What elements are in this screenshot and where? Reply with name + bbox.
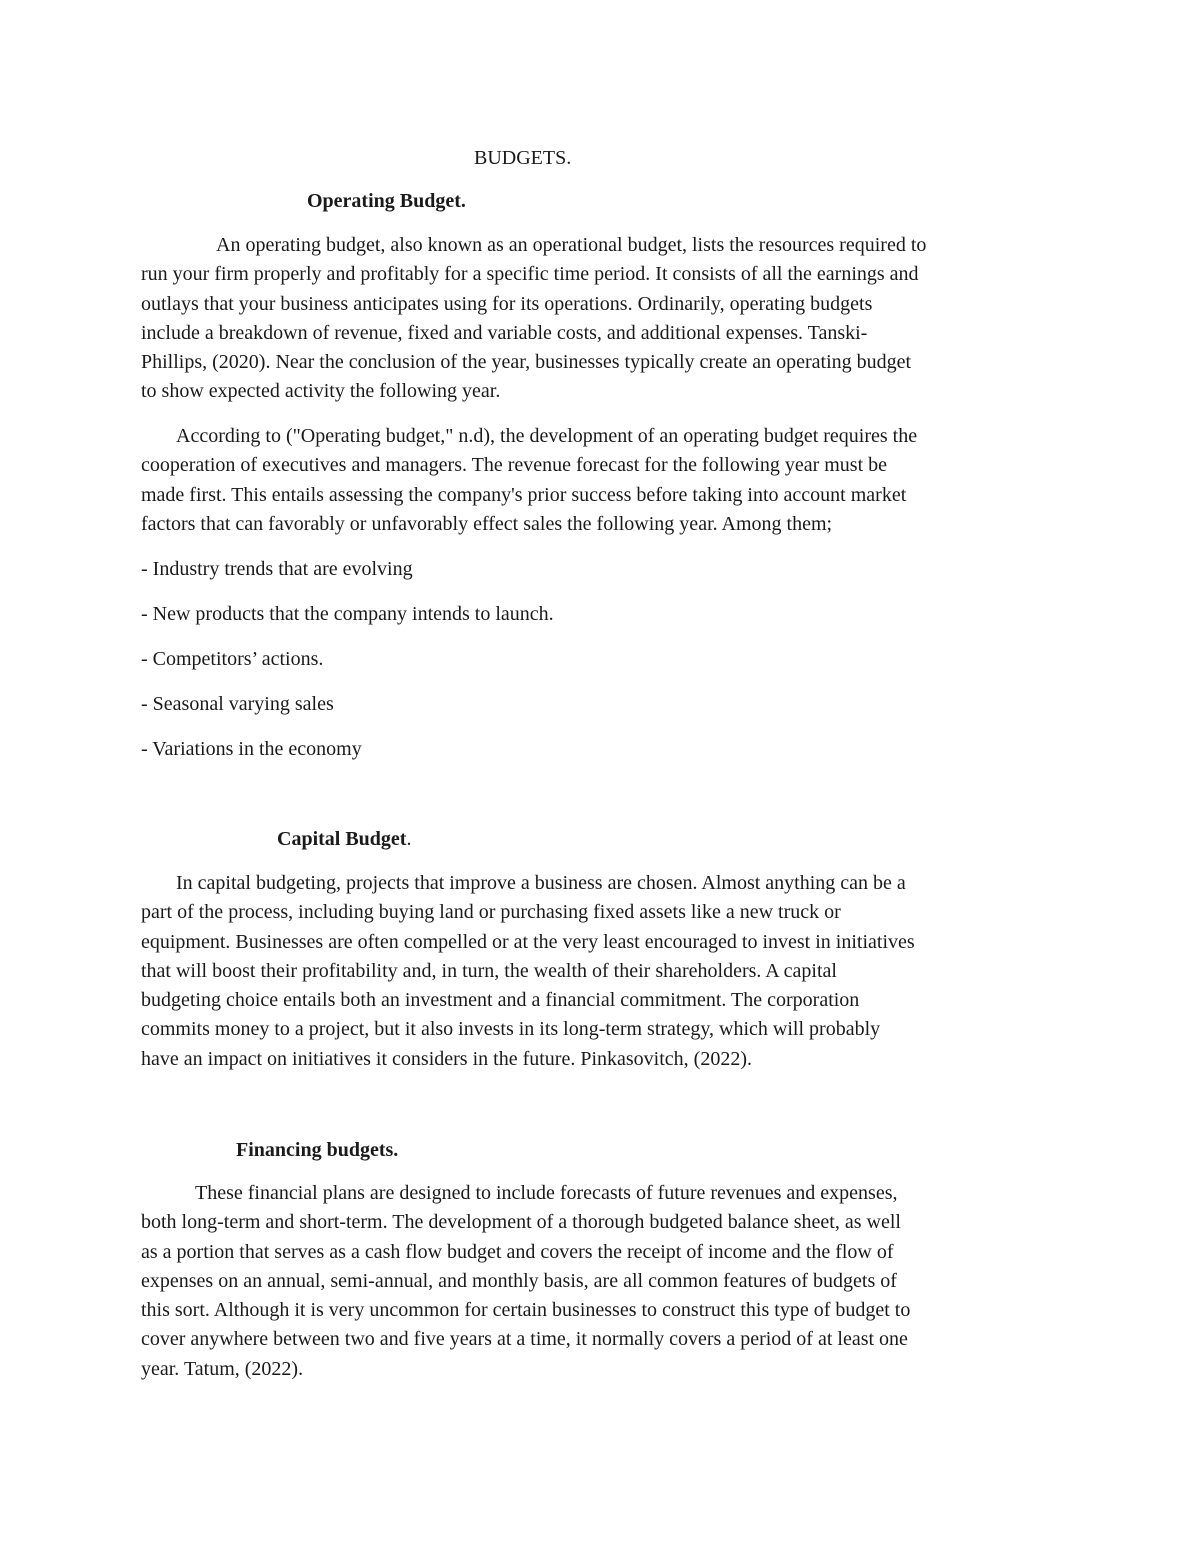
list-item: - Industry trends that are evolving <box>141 558 413 580</box>
paragraph-line: have an impact on initiatives it considers in the future. Pinkasovitch, (2022). <box>141 1047 752 1070</box>
paragraph-line: In capital budgeting, projects that improve a business are chosen. Almost anything can be a <box>176 872 906 894</box>
document-title: BUDGETS. <box>474 147 572 169</box>
paragraph-line: year. Tatum, (2022). <box>141 1357 304 1380</box>
paragraph-line: that will boost their profitability and, in turn, the wealth of their shareholders. A capital <box>141 959 837 982</box>
paragraph-line: both long-term and short-term. The development of a thorough budgeted balance sheet, as well <box>141 1211 901 1234</box>
list-item: - Variations in the economy <box>141 738 362 760</box>
paragraph-line: to show expected activity the following year. <box>141 380 501 403</box>
paragraph-line: as a portion that serves as a cash flow budget and covers the receipt of income and the flow of <box>141 1240 894 1263</box>
list-item: - Seasonal varying sales <box>141 693 334 715</box>
paragraph-line: equipment. Businesses are often compelled or at the very least encouraged to invest in initiatives <box>141 930 915 953</box>
paragraph-line: Phillips, (2020). Near the conclusion of the year, businesses typically create an operating budget <box>141 351 912 374</box>
paragraph-line: An operating budget, also known as an operational budget, lists the resources required to <box>216 234 927 256</box>
paragraph-line: commits money to a project, but it also invests in its long-term strategy, which will probably <box>141 1018 881 1041</box>
paragraph-line: According to ("Operating budget," n.d), the development of an operating budget requires the <box>176 425 918 447</box>
paragraph-line: budgeting choice entails both an investment and a financial commitment. The corporation <box>141 989 860 1012</box>
paragraph-line: include a breakdown of revenue, fixed and variable costs, and additional expenses. Tanski- <box>141 321 868 344</box>
paragraph-line: part of the process, including buying land or purchasing fixed assets like a new truck or <box>141 901 841 924</box>
paragraph-line: factors that can favorably or unfavorably effect sales the following year. Among them; <box>141 512 833 535</box>
list-item: - Competitors’ actions. <box>141 648 324 670</box>
financing-budgets-paragraph <box>141 1179 1071 1384</box>
paragraph-line: this sort. Although it is very uncommon for certain businesses to construct this type of budget to <box>141 1299 911 1322</box>
paragraph-line: outlays that your business anticipates using for its operations. Ordinarily, operating budgets <box>141 292 873 315</box>
section-heading-financing-budgets: Financing budgets. <box>236 1139 399 1161</box>
section-heading-operating-budget: Operating Budget. <box>307 190 466 212</box>
paragraph-line: made first. This entails assessing the company's prior success before taking into account market <box>141 483 907 506</box>
section-heading-suffix: . <box>406 828 412 850</box>
list-item: - New products that the company intends to launch. <box>141 603 554 625</box>
paragraph-line: These financial plans are designed to include forecasts of future revenues and expenses, <box>195 1182 898 1204</box>
paragraph-line: run your firm properly and profitably for a specific time period. It consists of all the earnings and <box>141 263 919 286</box>
paragraph-line: expenses on an annual, semi-annual, and monthly basis, are all common features of budgets of <box>141 1269 897 1292</box>
operating-budget-paragraph-2 <box>141 422 1071 539</box>
section-heading-capital-budget <box>277 825 411 854</box>
capital-budget-paragraph <box>141 869 1071 1074</box>
section-heading-text: Capital Budget <box>277 828 407 850</box>
paragraph-line: cover anywhere between two and five years at a time, it normally covers a period of at least one <box>141 1328 908 1351</box>
operating-budget-paragraph-1 <box>141 231 1071 407</box>
paragraph-line: cooperation of executives and managers. The revenue forecast for the following year must be <box>141 454 888 477</box>
